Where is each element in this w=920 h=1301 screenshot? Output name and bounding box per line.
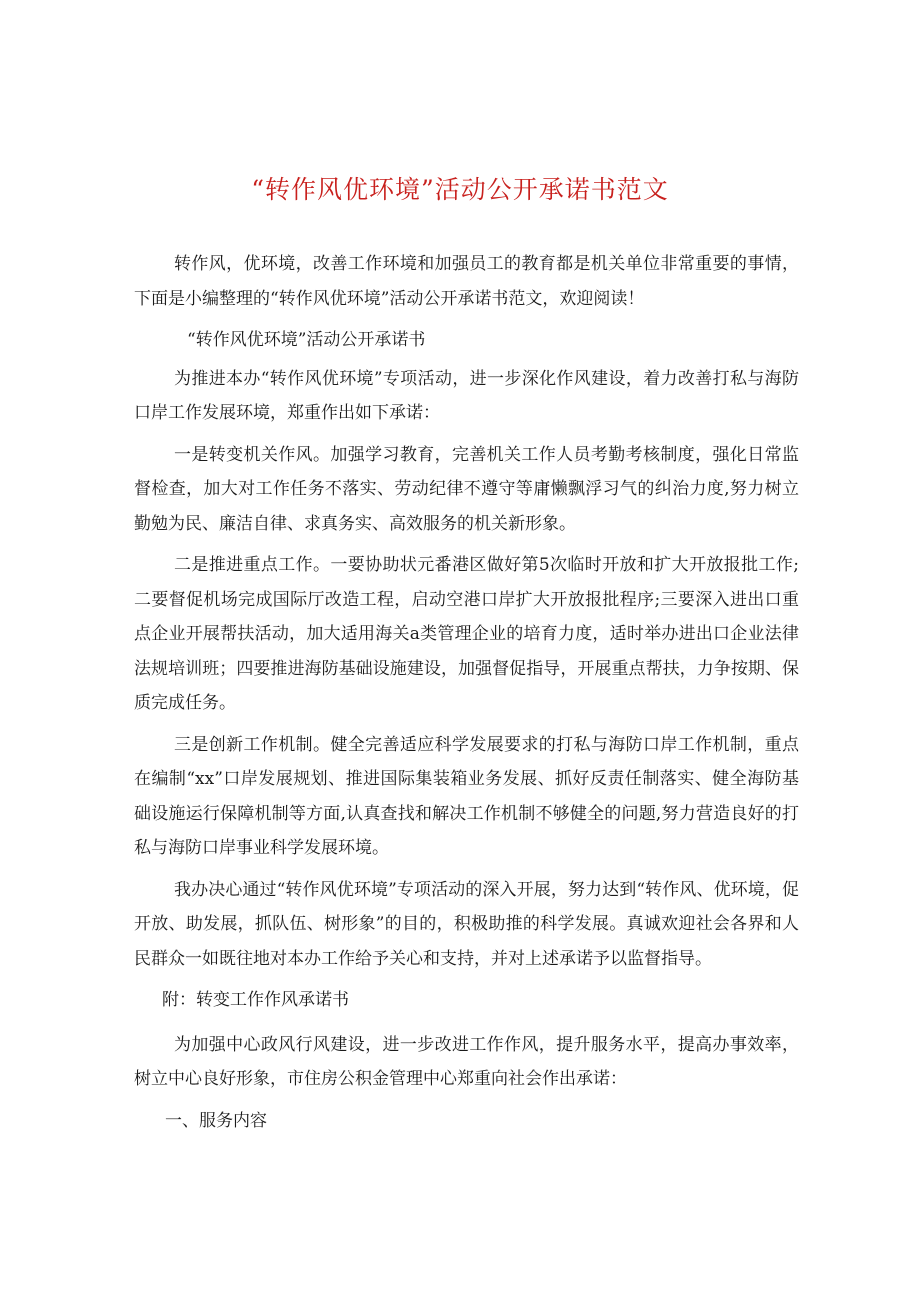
document-title: “转作风优环境”活动公开承诺书范文 xyxy=(251,175,669,204)
preamble-paragraph: 为推进本办“转作风优环境”专项活动，进一步深化作风建设，着力改善打私与海防口岸工作发展环境，郑重作出如下承诺： xyxy=(134,368,799,423)
appendix-heading: 附：转变工作作风承诺书 xyxy=(162,990,349,1010)
document-body xyxy=(134,247,799,1145)
intro-paragraph: 转作风，优环境，改善工作环境和加强员工的教育都是机关单位非常重要的事情，下面是小编整理的“转作风优环境”活动公开承诺书范文，欢迎阅读！ xyxy=(134,254,799,309)
commitment-one-paragraph: 一是转变机关作风。加强学习教育，完善机关工作人员考勤考核制度，强化日常监督检查，加大对工作任务不落实、劳动纪律不遵守等庸懒飘浮习气的纠治力度,努力树立勤勉为民、廉洁自律、求真务实、高效服务的机关新形象。 xyxy=(134,444,799,534)
commitment-two-paragraph: 二是推进重点工作。一要协助状元番港区做好第5次临时开放和扩大开放报批工作;二要督促机场完成国际厅改造工程，启动空港口岸扩大开放报批程序;三要深入进出口重点企业开展帮扶活动，加大适用海关a类管理企业的培育力度，适时举办进出口企业法律法规培训班；四要推进海防基础设施建设，加强督促指导，开展重点帮扶，力争按期、保质完成任务。 xyxy=(134,555,799,713)
appendix-intro-paragraph: 为加强中心政风行风建设，进一步改进工作作风，提升服务水平，提高办事效率，树立中心良好形象，市住房公积金管理中心郑重向社会作出承诺： xyxy=(134,1034,799,1089)
section-heading: “转作风优环境”活动公开承诺书 xyxy=(187,330,426,350)
commitment-three-paragraph: 三是创新工作机制。健全完善适应科学发展要求的打私与海防口岸工作机制，重点在编制“xx”口岸发展规划、推进国际集装箱业务发展、抓好反责任制落实、健全海防基础设施运行保障机制等方面,认真查找和解决工作机制不够健全的问题,努力营造良好的打私与海防口岸事业科学发展环境。 xyxy=(134,734,799,858)
resolution-paragraph: 我办决心通过“转作风优环境”专项活动的深入开展，努力达到“转作风、优环境，促开放、助发展，抓队伍、树形象”的目的，积极助推的科学发展。真诚欢迎社会各界和人民群众一如既往地对本办工作给予关心和支持，并对上述承诺予以监督指导。 xyxy=(134,879,799,969)
service-content-heading: 一、服务内容 xyxy=(165,1110,267,1131)
